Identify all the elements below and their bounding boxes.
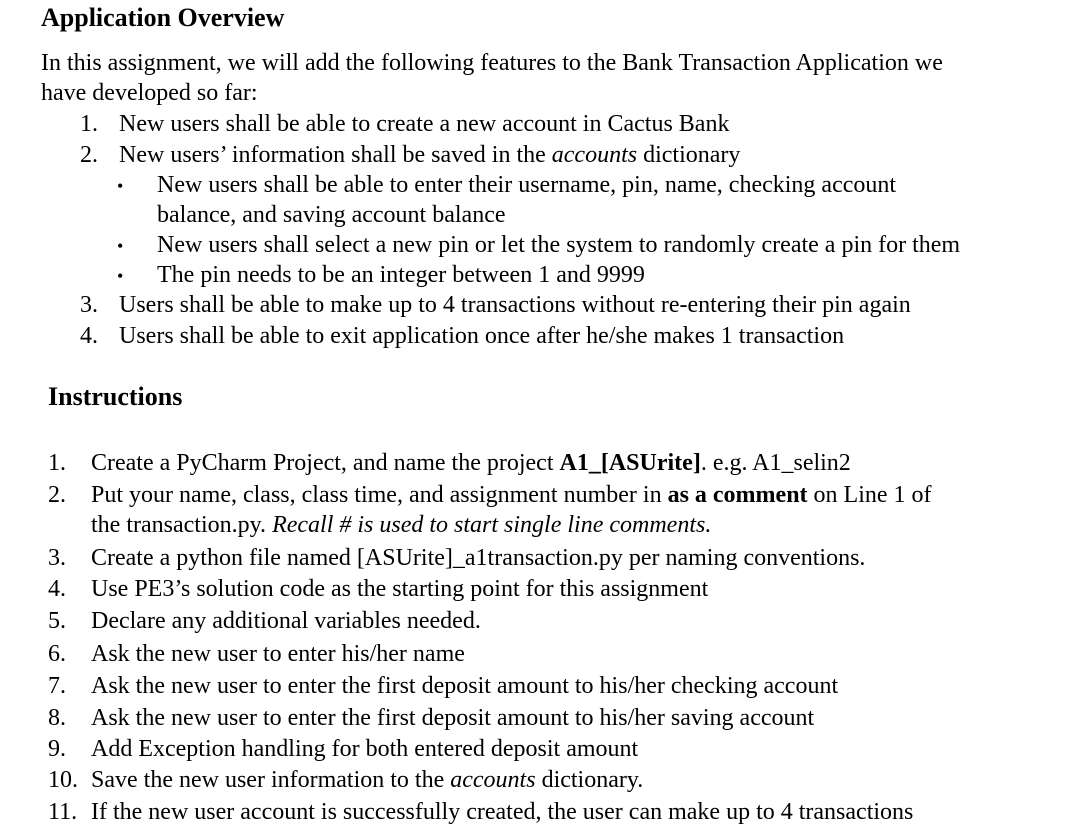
instruction-text: Ask the new user to enter the first deposit amount to his/her checking account: [91, 673, 839, 699]
recall-note-italic: Recall # is used to start single line comments.: [272, 512, 712, 538]
overview-item-number: 2.: [80, 142, 98, 168]
instruction-text: Add Exception handling for both entered deposit amount: [91, 736, 639, 762]
instruction-number: 9.: [48, 736, 66, 762]
text-run: New users’ information shall be saved in the: [119, 142, 552, 168]
instruction-number: 10.: [48, 767, 78, 793]
instruction-text: Ask the new user to enter his/her name: [91, 641, 465, 667]
project-name-bold: A1_[ASUrite]: [559, 450, 701, 476]
instruction-text: [91, 765, 643, 795]
text-run: Put your name, class, class time, and assignment number in: [91, 482, 668, 508]
instruction-text: Use PE3’s solution code as the starting point for this assignment: [91, 576, 709, 602]
bullet-icon: •: [117, 266, 124, 286]
text-run: Save the new user information to the: [91, 767, 451, 793]
instruction-text: If the new user account is successfully created, the user can make up to 4 transactions: [91, 799, 914, 825]
instruction-number: 7.: [48, 673, 66, 699]
text-run: on Line 1 of: [807, 482, 932, 508]
bullet-text: New users shall select a new pin or let the system to randomly create a pin for them: [157, 232, 961, 258]
bullet-text: The pin needs to be an integer between 1 and 9999: [157, 262, 645, 288]
instruction-number: 2.: [48, 482, 66, 508]
text-run: . e.g. A1_selin2: [700, 450, 851, 476]
text-run: Create a PyCharm Project, and name the project: [91, 450, 560, 476]
comment-bold: as a comment: [667, 482, 808, 508]
overview-item-number: 4.: [80, 323, 98, 349]
emphasis-accounts: accounts: [551, 142, 638, 168]
text-run: dictionary.: [535, 767, 644, 793]
instruction-text: Declare any additional variables needed.: [91, 608, 481, 634]
instruction-text-continued: [91, 510, 711, 540]
overview-item-number: 3.: [80, 292, 98, 318]
instruction-number: 1.: [48, 450, 66, 476]
instruction-number: 6.: [48, 641, 66, 667]
overview-intro-line-1: In this assignment, we will add the following features to the Bank Transaction Application we: [41, 50, 943, 76]
text-run: dictionary: [637, 142, 741, 168]
instruction-number: 3.: [48, 545, 66, 571]
bullet-text: New users shall be able to enter their username, pin, name, checking account: [157, 172, 897, 198]
bullet-text: balance, and saving account balance: [157, 202, 506, 228]
instruction-text: Create a python file named [ASUrite]_a1transaction.py per naming conventions.: [91, 545, 866, 571]
instruction-number: 5.: [48, 608, 66, 634]
emphasis-accounts: accounts: [450, 767, 536, 793]
instruction-number: 8.: [48, 705, 66, 731]
instruction-text: Ask the new user to enter the first deposit amount to his/her saving account: [91, 705, 815, 731]
instruction-number: 11.: [48, 799, 78, 825]
bullet-icon: •: [117, 236, 124, 256]
instruction-number: 4.: [48, 576, 66, 602]
overview-item-number: 1.: [80, 111, 98, 137]
instruction-text: [91, 448, 851, 478]
overview-intro-line-2: have developed so far:: [41, 80, 258, 106]
overview-item-text: [119, 140, 740, 170]
bullet-icon: •: [117, 176, 124, 196]
overview-item-text: Users shall be able to make up to 4 transactions without re-entering their pin again: [119, 292, 911, 318]
instructions-heading: Instructions: [48, 382, 183, 411]
text-run: the transaction.py.: [91, 512, 273, 538]
overview-item-text: Users shall be able to exit application once after he/she makes 1 transaction: [119, 323, 845, 349]
overview-item-text: New users shall be able to create a new account in Cactus Bank: [119, 111, 730, 137]
instruction-text: [91, 480, 932, 510]
overview-heading: Application Overview: [41, 3, 285, 32]
